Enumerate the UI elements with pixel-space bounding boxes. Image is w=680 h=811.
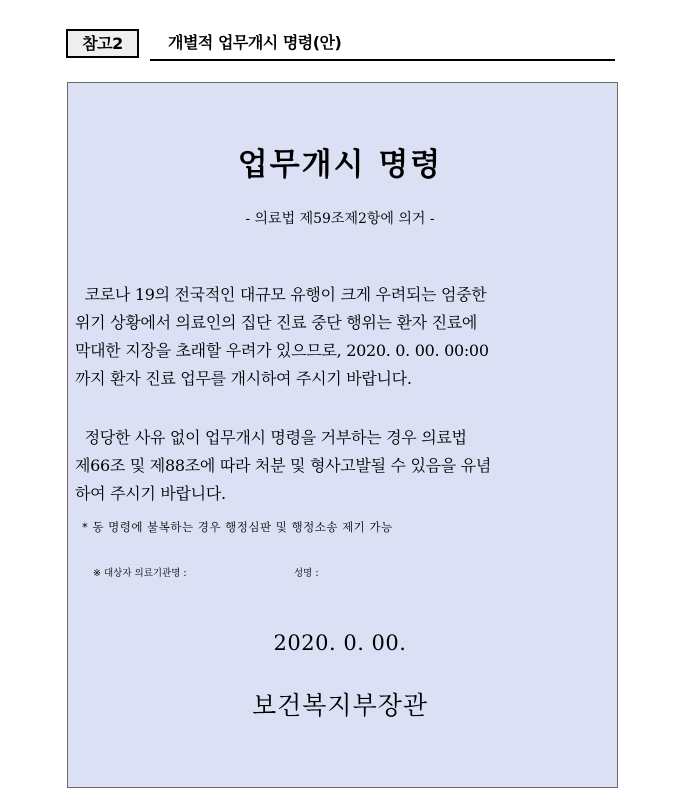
paragraph-2-line: 제66조 및 제88조에 따라 처분 및 형사고발될 수 있음을 유념: [75, 456, 492, 475]
notice-title: 업무개시 명령: [237, 147, 443, 183]
paragraph-2: [75, 424, 615, 508]
paragraph-2-line: 정당한 사유 없이 업무개시 명령을 거부하는 경우 의료법: [75, 428, 467, 447]
target-institution-field: ※ 대상자 의료기관명 :: [93, 568, 187, 579]
paragraph-1-line: 위기 상황에서 의료인의 집단 진료 중단 행위는 환자 진료에: [75, 313, 478, 332]
paragraph-1-line: 코로나 19의 전국적인 대규모 유행이 크게 우려되는 엄중한: [75, 285, 487, 304]
paragraph-1: [75, 281, 615, 393]
reference-label: 참고2: [66, 29, 139, 58]
header-divider: [150, 59, 615, 61]
legal-basis: - 의료법 제59조제2항에 의거 -: [245, 211, 435, 227]
issuer-signature: 보건복지부장관: [251, 691, 429, 720]
issue-date: 2020. 0. 00.: [273, 631, 407, 655]
paragraph-2-line: 하여 주시기 바랍니다.: [75, 484, 226, 503]
appeal-note: * 동 명령에 불복하는 경우 행정심판 및 행정소송 제기 가능: [82, 520, 393, 534]
paragraph-1-line: 까지 환자 진료 업무를 개시하여 주시기 바랍니다.: [75, 369, 412, 388]
target-name-field: 성명 :: [294, 568, 319, 579]
paragraph-1-line: 막대한 지장을 초래할 우려가 있으므로, 2020. 0. 00. 00:00: [75, 341, 489, 360]
page-title: 개별적 업무개시 명령(안): [168, 33, 342, 52]
